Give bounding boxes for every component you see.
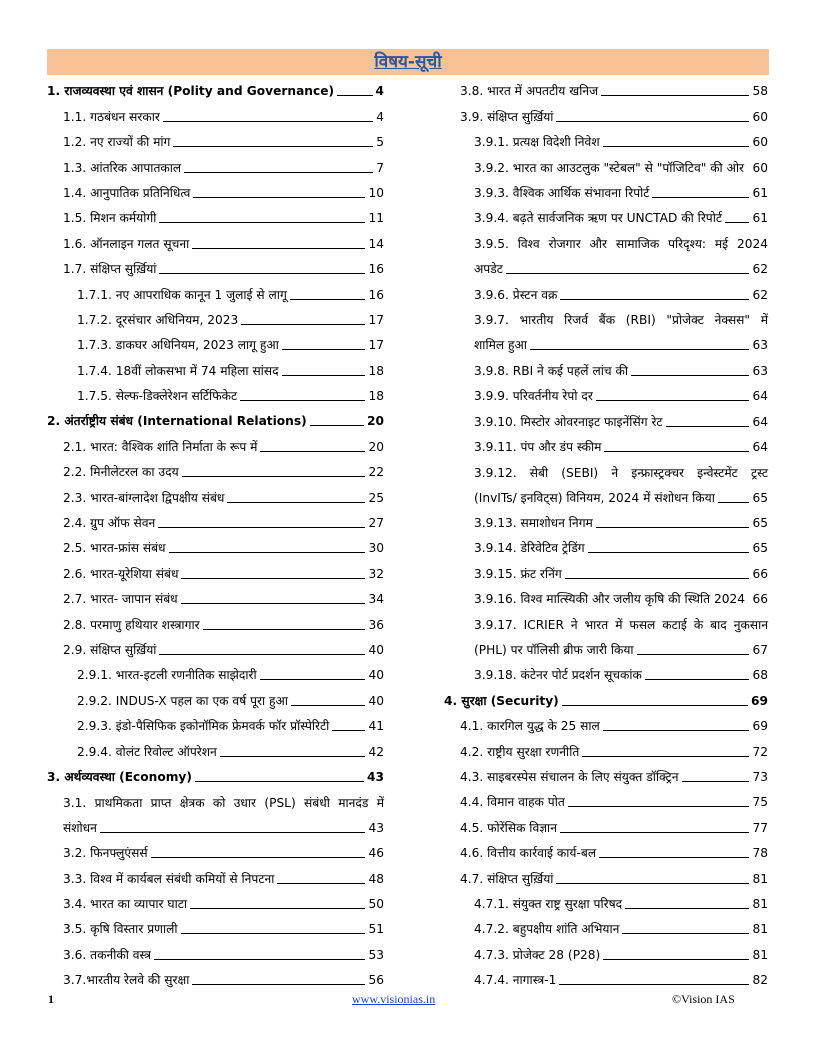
toc-entry-title: 3. अर्थव्यवस्था (Economy): [47, 769, 192, 784]
toc-entry-title: 3.9.15. फ्रंट रनिंग: [474, 566, 562, 581]
toc-entry-title: 2.9. संक्षिप्त सुर्ख़ियां: [63, 642, 157, 657]
toc-entry-page: 60: [752, 135, 768, 150]
toc-entry[interactable]: [444, 838, 768, 863]
toc-entry-title: 4.1. कारगिल युद्ध के 25 साल: [460, 719, 600, 734]
dot-leader: [568, 806, 750, 807]
toc-entry-page: 77: [752, 820, 768, 835]
dot-leader: [562, 705, 748, 706]
website-link[interactable]: www.visionias.in: [352, 992, 436, 1006]
dot-leader: [192, 248, 365, 249]
toc-entry-title: 3.9.6. प्रेस्टन वक्र: [474, 287, 558, 302]
dot-leader: [282, 375, 366, 376]
toc-entry-page: 16: [368, 287, 384, 302]
dot-leader: [604, 451, 749, 452]
dot-leader: [181, 578, 365, 579]
toc-entry[interactable]: [47, 228, 384, 253]
toc-entry-page: 72: [752, 744, 768, 759]
dot-leader: [203, 629, 366, 630]
toc-entry-page: 40: [368, 668, 384, 683]
toc-entry-title: 4.7.4. नागास्त्र-1: [474, 973, 557, 988]
toc-entry[interactable]: [47, 127, 384, 152]
toc-entry-title: 4. सुरक्षा (Security): [444, 693, 559, 708]
dot-leader: [190, 908, 365, 909]
dot-leader: [154, 959, 365, 960]
dot-leader: [195, 781, 364, 782]
toc-entry-title: 2.1. भारत: वैश्विक शांति निर्माता के रूप में: [63, 439, 258, 454]
toc-entry[interactable]: [444, 711, 768, 736]
toc-entry[interactable]: [47, 711, 384, 736]
toc-entry[interactable]: [47, 254, 384, 279]
toc-entry-page: 69: [751, 693, 768, 708]
toc-entry-title: 3.1. प्राथमिकता प्राप्त क्षेत्रक को उधार (PSL) संबंधी मानदंड में: [63, 795, 384, 810]
dot-leader: [227, 502, 365, 503]
toc-entry[interactable]: [444, 762, 768, 787]
toc-entry-page: 62: [752, 287, 768, 302]
toc-entry-page: 67: [752, 643, 768, 658]
toc-entry-page: 4: [375, 84, 384, 99]
dot-leader: [559, 984, 749, 985]
dot-leader: [637, 654, 750, 655]
toc-entry-page: 63: [752, 363, 768, 378]
dot-leader: [159, 654, 365, 655]
toc-entry-title: 2.6. भारत-यूरेशिया संबंध: [63, 566, 179, 581]
toc-title: विषय-सूची: [374, 52, 442, 72]
dot-leader: [173, 146, 373, 147]
dot-leader: [181, 603, 366, 604]
toc-entry[interactable]: [47, 838, 384, 863]
toc-entry[interactable]: [444, 127, 768, 152]
toc-entry[interactable]: [47, 508, 384, 533]
toc-entry-title: 1.7.4. 18वीं लोकसभा में 74 महिला सांसद: [77, 363, 279, 378]
dot-leader: [182, 476, 366, 477]
dot-leader: [158, 527, 365, 528]
toc-entry-page: 25: [368, 490, 384, 505]
toc-entry-title: 2. अंतर्राष्ट्रीय संबंध (International Relations): [47, 414, 307, 429]
toc-entry-title: 2.9.4. वोलंट रिवोल्ट ऑपरेशन: [77, 744, 217, 759]
toc-entry-page: 14: [368, 236, 384, 251]
toc-entry-page: 46: [368, 846, 384, 861]
toc-entry-page: 53: [368, 947, 384, 962]
toc-entry-page: 64: [752, 414, 768, 429]
toc-entry[interactable]: [47, 533, 384, 558]
toc-entry-title: 3.9. संक्षिप्त सुर्ख़ियां: [460, 109, 554, 124]
toc-entry-page: 51: [368, 922, 384, 937]
toc-entry-title-cont: (InvITs/ इनविट्स) विनियम, 2024 में संशोधन किया: [474, 490, 715, 505]
toc-entry-title: 1.4. आनुपातिक प्रतिनिधित्व: [63, 185, 191, 200]
toc-entry-title: 1.7.5. सेल्फ-डिक्लेरेशन सर्टिफिकेट: [77, 389, 238, 404]
toc-entry-title: 2.9.1. भारत-इटली रणनीतिक साझेदारी: [77, 668, 257, 683]
toc-entry-title: 3.9.17. ICRIER ने भारत में फसल कटाई के बाद नुकसान: [474, 618, 768, 633]
toc-entry[interactable]: [444, 381, 768, 406]
toc-entry[interactable]: [444, 228, 768, 279]
toc-entry-title-cont: संशोधन: [63, 820, 97, 835]
toc-entry[interactable]: [47, 558, 384, 583]
toc-entry-title-cont: (PHL) पर पॉलिसी ब्रीफ जारी किया: [474, 643, 634, 658]
toc-entry-page: 40: [368, 642, 384, 657]
toc-entry-page: 20: [367, 414, 384, 429]
toc-entry[interactable]: [444, 914, 768, 939]
dot-leader: [603, 959, 749, 960]
toc-entry[interactable]: [47, 635, 384, 660]
toc-entry[interactable]: [444, 965, 768, 990]
copyright-text: ©Vision IAS: [672, 992, 735, 1006]
dot-leader: [184, 172, 373, 173]
toc-entry-title: 2.8. परमाणु हथियार शस्त्रागार: [63, 617, 200, 632]
toc-entry[interactable]: [47, 609, 384, 634]
toc-entry-title: 2.5. भारत-फ्रांस संबंध: [63, 541, 166, 556]
toc-entry-page: 60: [752, 160, 768, 175]
toc-entry[interactable]: [47, 482, 384, 507]
toc-entry[interactable]: [47, 355, 384, 380]
toc-entry-page: 5: [376, 135, 384, 150]
toc-entry-page: 27: [368, 516, 384, 531]
toc-entry[interactable]: [47, 203, 384, 228]
toc-entry-title: 3.9.4. बढ़ते सार्वजनिक ऋण पर UNCTAD की रिपोर्ट: [474, 211, 723, 226]
toc-entry[interactable]: [47, 279, 384, 304]
dot-leader: [291, 705, 366, 706]
toc-entry[interactable]: [47, 457, 384, 482]
dot-leader: [625, 908, 749, 909]
toc-entry-page: 66: [752, 592, 768, 607]
dot-leader: [337, 95, 372, 96]
toc-entry[interactable]: [444, 406, 768, 431]
toc-entry-page: 32: [368, 566, 384, 581]
toc-entry-title: 3.8. भारत में अपतटीय खनिज: [460, 84, 599, 99]
toc-entry-title: 3.9.2. भारत का आउटलुक "स्टेबल" से "पॉजिटिव" की ओर: [474, 160, 745, 175]
toc-entry-page: 66: [752, 566, 768, 581]
toc-entry[interactable]: [47, 152, 384, 177]
toc-entry-page: 81: [752, 947, 768, 962]
toc-entry-title-cont: अपडेट: [474, 262, 503, 277]
toc-entry-title: 3.6. तकनीकी वस्त्र: [63, 947, 151, 962]
toc-entry-page: 61: [752, 185, 768, 200]
dot-leader: [282, 349, 366, 350]
dot-leader: [260, 679, 366, 680]
toc-entry-page: 17: [368, 312, 384, 327]
toc-entry-title: 1.7.1. नए आपराधिक कानून 1 जुलाई से लागू: [77, 287, 287, 302]
toc-entry-title: 3.9.12. सेबी (SEBI) ने इन्फ्रास्ट्रक्चर इन्वेस्टमेंट ट्रस्ट: [474, 465, 768, 480]
toc-entry[interactable]: [444, 558, 768, 583]
toc-entry-title-cont: शामिल हुआ: [474, 338, 527, 353]
toc-entry-title: 2.3. भारत-बांग्लादेश द्विपक्षीय संबंध: [63, 490, 225, 505]
toc-entry-title: 2.7. भारत- जापान संबंध: [63, 592, 178, 607]
toc-entry-line2: [474, 643, 768, 658]
toc-entry-page: 11: [368, 211, 384, 226]
toc-entry[interactable]: [444, 101, 768, 126]
toc-entry-title: 4.2. राष्ट्रीय सुरक्षा रणनीति: [460, 744, 580, 759]
toc-entry-page: 69: [752, 719, 768, 734]
toc-entry-page: 41: [368, 719, 384, 734]
dot-leader: [588, 552, 750, 553]
toc-entry-page: 68: [752, 668, 768, 683]
toc-entry[interactable]: [47, 305, 384, 330]
toc-entry-title: 4.7.2. बहुपक्षीय शांति अभियान: [474, 922, 620, 937]
dot-leader: [560, 299, 749, 300]
toc-entry[interactable]: [444, 736, 768, 761]
toc-entry-page: 78: [752, 846, 768, 861]
toc-entry-line2: [474, 338, 768, 353]
dot-leader: [193, 197, 365, 198]
toc-entry-title: 1.7.2. दूरसंचार अधिनियम, 2023: [77, 312, 239, 327]
toc-entry-line2: [63, 821, 384, 836]
toc-entry-title: 3.9.1. प्रत्यक्ष विदेशी निवेश: [474, 135, 600, 150]
toc-entry-title: 4.6. वित्तीय कार्रवाई कार्य-बल: [460, 846, 597, 861]
toc-entry-page: 64: [752, 389, 768, 404]
dot-leader: [603, 730, 750, 731]
toc-entry-title: 4.7. संक्षिप्त सुर्ख़ियां: [460, 871, 554, 886]
toc-entry-title: 1.2. नए राज्यों की मांग: [63, 135, 171, 150]
toc-header: [47, 49, 769, 75]
dot-leader: [645, 679, 750, 680]
dot-leader: [718, 502, 750, 503]
toc-entry[interactable]: [444, 178, 768, 203]
toc-entry[interactable]: [47, 939, 384, 964]
toc-entry[interactable]: [47, 787, 384, 838]
dot-leader: [151, 857, 366, 858]
toc-entry[interactable]: [47, 736, 384, 761]
dot-leader: [599, 857, 749, 858]
toc-entry-page: 7: [376, 160, 384, 175]
toc-entry-title: 1. राजव्यवस्था एवं शासन (Polity and Governance): [47, 84, 335, 99]
toc-entry[interactable]: [444, 457, 768, 508]
toc-entry-title: 2.2. मिनीलेटरल का उदय: [63, 465, 179, 480]
toc-entry[interactable]: [47, 431, 384, 456]
dot-leader: [260, 451, 365, 452]
page-number: 1: [48, 992, 54, 1006]
dot-leader: [181, 933, 366, 934]
toc-entry-page: 20: [368, 439, 384, 454]
dot-leader: [169, 552, 366, 553]
toc-entry-page: 4: [376, 109, 384, 124]
toc-entry-title: 3.3. विश्व में कार्यबल संबंधी कमियों से निपटना: [63, 871, 275, 886]
toc-entry-title: 3.4. भारत का व्यापार घाटा: [63, 896, 188, 911]
toc-entry[interactable]: [47, 965, 384, 990]
toc-entry-page: 18: [368, 363, 384, 378]
toc-entry[interactable]: [444, 787, 768, 812]
toc-entry[interactable]: [47, 863, 384, 888]
dot-leader: [631, 375, 749, 376]
toc-entry-page: 43: [368, 820, 384, 835]
toc-left-column: [47, 76, 384, 990]
dot-leader: [622, 933, 749, 934]
dot-leader: [596, 527, 750, 528]
toc-entry-page: 48: [368, 871, 384, 886]
toc-entry[interactable]: [444, 305, 768, 356]
toc-entry-title: 4.5. फोरेंसिक विज्ञान: [460, 820, 557, 835]
toc-entry-title: 3.5. कृषि विस्तार प्रणाली: [63, 922, 178, 937]
toc-entry[interactable]: [47, 762, 384, 787]
toc-entry-title: 3.9.9. परिवर्तनीय रेपो दर: [474, 389, 593, 404]
toc-entry[interactable]: [444, 203, 768, 228]
toc-entry[interactable]: [47, 101, 384, 126]
dot-leader: [601, 95, 749, 96]
toc-entry[interactable]: [47, 381, 384, 406]
dot-leader: [682, 781, 750, 782]
toc-entry-title: 3.9.13. समाशोधन निगम: [474, 516, 593, 531]
toc-entry-page: 64: [752, 439, 768, 454]
toc-entry-title: 3.9.7. भारतीय रिजर्व बैंक (RBI) "प्रोजेक्ट नेक्सस" में: [474, 313, 768, 328]
toc-entry-page: 17: [368, 338, 384, 353]
toc-entry-page: 65: [752, 541, 768, 556]
toc-entry-title: 1.3. आंतरिक आपातकाल: [63, 160, 182, 175]
toc-entry-title: 3.9.11. पंप और डंप स्कीम: [474, 439, 602, 454]
toc-entry-title: 4.7.3. प्रोजेक्ट 28 (P28): [474, 947, 601, 962]
toc-entry-title: 3.2. फिनफ्लुएंसर्स: [63, 846, 148, 861]
dot-leader: [565, 578, 750, 579]
toc-entry-title: 3.9.14. डेरिवेटिव ट्रेडिंग: [474, 541, 585, 556]
dot-leader: [725, 222, 749, 223]
dot-leader: [560, 832, 750, 833]
toc-entry[interactable]: [47, 584, 384, 609]
toc-entry-page: 58: [752, 84, 768, 99]
toc-entry-title: 3.9.18. कंटेनर पोर्ट प्रदर्शन सूचकांक: [474, 668, 642, 683]
toc-entry-title: 3.9.3. वैश्विक आर्थिक संभावना रिपोर्ट: [474, 185, 650, 200]
dot-leader: [506, 273, 750, 274]
dot-leader: [163, 121, 373, 122]
toc-entry[interactable]: [444, 685, 768, 710]
toc-entry-title: 1.5. मिशन कर्मयोगी: [63, 211, 157, 226]
toc-entry-title: 2.9.3. इंडो-पैसिफिक इकोनॉमिक फ्रेमवर्क फॉर प्रॉस्पेरिटी: [77, 719, 330, 734]
toc-entry[interactable]: [47, 914, 384, 939]
toc-entry[interactable]: [47, 685, 384, 710]
toc-entry-title: 3.9.5. विश्व रोजगार और सामाजिक परिदृश्य: मई 2024: [474, 237, 768, 252]
toc-entry[interactable]: [47, 76, 384, 101]
toc-entry-page: 56: [368, 973, 384, 988]
toc-entry-page: 62: [752, 262, 768, 277]
dot-leader: [666, 426, 750, 427]
toc-entry[interactable]: [444, 279, 768, 304]
toc-entry-title: 1.7. संक्षिप्त सुर्ख़ियां: [63, 262, 157, 277]
dot-leader: [652, 197, 749, 198]
toc-entry[interactable]: [444, 863, 768, 888]
toc-entry-title: 1.7.3. डाकघर अधिनियम, 2023 लागू हुआ: [77, 338, 279, 353]
toc-entry-page: 73: [752, 770, 768, 784]
toc-entry-title: 3.9.16. विश्व मात्स्यिकी और जलीय कृषि की स्थिति 2024: [474, 592, 745, 607]
toc-entry-page: 65: [752, 516, 768, 531]
toc-entry-page: 50: [368, 896, 384, 911]
toc-entry-title: 2.4. ग्रुप ऑफ सेवन: [63, 516, 156, 531]
toc-entry-page: 82: [752, 973, 768, 988]
toc-entry-title: 3.9.10. मिस्टोर ओवरनाइट फाइनेंसिंग रेट: [474, 414, 663, 429]
toc-entry-page: 30: [368, 541, 384, 556]
toc-entry[interactable]: [47, 660, 384, 685]
toc-entry[interactable]: [47, 889, 384, 914]
dot-leader: [603, 146, 750, 147]
dot-leader: [241, 324, 365, 325]
dot-leader: [582, 756, 749, 757]
toc-entry-page: 81: [752, 896, 768, 911]
dot-leader: [556, 121, 749, 122]
toc-entry-page: 65: [752, 490, 768, 505]
dot-leader: [240, 400, 365, 401]
toc-entry-page: 18: [368, 389, 384, 404]
toc-entry[interactable]: [444, 609, 768, 660]
toc-entry[interactable]: [47, 406, 384, 431]
toc-entry-page: 63: [752, 338, 768, 353]
dot-leader: [332, 730, 365, 731]
toc-entry-page: 22: [368, 465, 384, 480]
dot-leader: [159, 273, 365, 274]
toc-entry[interactable]: [444, 152, 768, 177]
toc-entry-title: 1.1. गठबंधन सरकार: [63, 109, 160, 124]
toc-entry-line2: [474, 262, 768, 277]
toc-entry-page: 16: [368, 262, 384, 277]
toc-entry-page: 61: [752, 211, 768, 226]
toc-entry-title: 1.6. ऑनलाइन गलत सूचना: [63, 236, 190, 251]
toc-entry[interactable]: [47, 178, 384, 203]
dot-leader: [310, 425, 364, 426]
toc-entry-title: 2.9.2. INDUS-X पहल का एक वर्ष पूरा हुआ: [77, 693, 288, 708]
toc-entry[interactable]: [444, 660, 768, 685]
toc-entry-title: 4.3. साइबरस्पेस संचालन के लिए संयुक्त डॉक्ट्रिन: [460, 770, 679, 784]
dot-leader: [277, 883, 365, 884]
toc-entry[interactable]: [444, 584, 768, 609]
toc-entry[interactable]: [444, 76, 768, 101]
toc-entry-title: 4.7.1. संयुक्त राष्ट्र सुरक्षा परिषद: [474, 896, 623, 911]
dot-leader: [596, 400, 750, 401]
toc-entry[interactable]: [444, 355, 768, 380]
toc-entry-title: 3.7.भारतीय रेलवे की सुरक्षा: [63, 973, 190, 988]
dot-leader: [220, 756, 366, 757]
dot-leader: [290, 299, 366, 300]
toc-entry-page: 34: [368, 592, 384, 607]
toc-entry-page: 40: [368, 693, 384, 708]
toc-entry-page: 42: [368, 744, 384, 759]
dot-leader: [159, 222, 365, 223]
toc-entry-page: 75: [752, 795, 768, 810]
toc-entry-page: 60: [752, 109, 768, 124]
toc-entry-page: 43: [367, 769, 384, 784]
toc-entry[interactable]: [444, 432, 768, 457]
toc-entry-line2: [474, 491, 768, 506]
toc-entry-page: 81: [752, 871, 768, 886]
toc-entry-title: 3.9.8. RBI ने कई पहलें लांच की: [474, 363, 628, 378]
dot-leader: [192, 984, 365, 985]
dot-leader: [530, 349, 750, 350]
toc-entry-page: 81: [752, 922, 768, 937]
toc-entry[interactable]: [444, 939, 768, 964]
toc-entry[interactable]: [47, 330, 384, 355]
toc-entry[interactable]: [444, 533, 768, 558]
toc-right-column: [444, 76, 768, 990]
toc-entry[interactable]: [444, 508, 768, 533]
toc-entry[interactable]: [444, 812, 768, 837]
toc-entry-page: 36: [368, 617, 384, 632]
dot-leader: [100, 832, 366, 833]
toc-entry-page: 10: [368, 185, 384, 200]
dot-leader: [556, 883, 749, 884]
toc-entry-title: 4.4. विमान वाहक पोत: [460, 795, 565, 810]
toc-entry[interactable]: [444, 889, 768, 914]
